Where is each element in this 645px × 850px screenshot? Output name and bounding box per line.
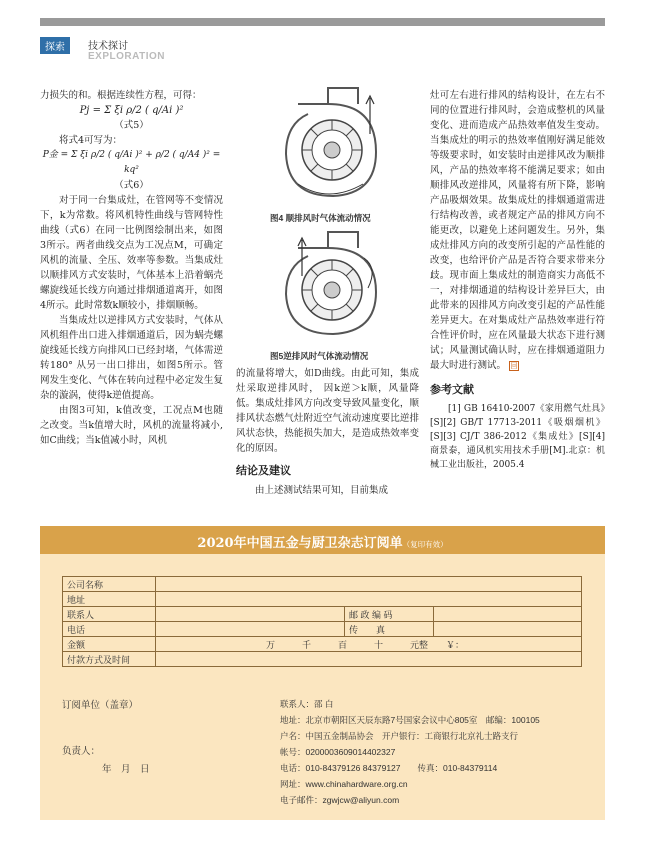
section-name: 技术探讨 — [88, 41, 128, 52]
contact-info — [280, 696, 600, 808]
amount-field[interactable]: 万 千 百 十 元整 ￥： — [156, 637, 582, 652]
paragraph — [430, 88, 605, 373]
figure-4-diagram — [258, 84, 408, 212]
payment-field[interactable] — [156, 652, 582, 667]
paragraph: 由图3可知，k值改变，工况点M也随之改变。当k值增大时，风机的流量将减小,如C曲线；当k值减小时，风机 — [40, 405, 223, 446]
equation-number: （式5） — [114, 120, 149, 131]
paragraph-text: 灶可左右进行排风的结构设计，在左右不同的位置进行排风时，会造成整机的风量变化、进而造成产品热效率值发生变动。当集成灶的明示的热效率值刚好满足能效等级要求时，如安装时由逆排风改为顺排风，产品的热效率将不能满足要求；如由顺排风改逆排风，风量将有所下降，影响产品吸烟效果。故集成灶的排烟通道需进行结构改善，或者规定产品的排风方向不能更改，以避免上述问题发生。另外，集成灶排风方向的改变所引起的产品性能的改变，也给评价产品是否符合要求带来分歧。现市面上集成灶的制造商实力高低不一，对排烟通道的结构设计差异巨大，由此带来的因排风方向改变引起的产品性能差异更大。在对集成灶产品热效率进行符合性评价时，应在风量最大状态下进行测试；风量测试确认时，应在排烟通道阻力最大时进行测试。 — [430, 90, 605, 371]
address-label: 地址 — [63, 592, 156, 607]
figure-5-caption: 图5逆排风时气体流动情况 — [270, 351, 369, 361]
phone-field[interactable] — [156, 622, 345, 637]
section-heading: 结论及建议 — [236, 465, 291, 477]
equation-number: （式6） — [114, 180, 149, 191]
paragraph: 的流量将增大，如D曲线。由此可知，集成灶采取逆排风时， 因k逆＞k顺，风量降低。集成灶排风方向改变导致风量变化，顺排风状态燃气灶附近空气流动速度要比逆排风状态快，热能损失加大，是造成热效率变化的原因。 — [236, 368, 419, 454]
info-line: 户名：中国五金制品协会 开户银行：工商银行北京礼士路支行 — [280, 731, 519, 741]
date-label: 年 月 日 — [102, 764, 150, 775]
subscriber-unit-label: 订阅单位（盖章） — [62, 700, 139, 711]
right-column — [430, 88, 605, 472]
fax-label: 传 真 — [345, 622, 434, 637]
subscription-title-note: （复印有效） — [402, 540, 448, 549]
info-line: 帐号：0200003609014402327 — [280, 747, 396, 757]
references-list — [430, 402, 605, 472]
equation-5: Pj = Σ ξi ρ/2 ( q/Ai )² — [79, 105, 184, 116]
references-heading: 参考文献 — [430, 384, 474, 396]
paragraph: 当集成灶以逆排风方式安装时，气体从风机组件出口进入排烟通道后，因为蜗壳螺旋线延长线方向排风口已经封堵，气体需逆转180° 从另一出口排出，如图5所示。管网发生变化、气体在转向过程中必定发生复杂的漩涡，使得k逆值提高。 — [40, 315, 223, 401]
company-label: 公司名称 — [63, 577, 156, 592]
phone-label: 电话 — [63, 622, 156, 637]
subscription-table — [62, 576, 582, 667]
reference-item: [1] GB 16410-2007《家用燃气灶具》[S][2] GB/T 17713-2011《吸烟烟机》[S][3] CJ/T 386-2012《集成灶》[S][4] 商景泰，通风机实用技术手册[M].北京：机械工业出版社，2005.4 — [430, 404, 605, 470]
section-tag: 探索 — [40, 37, 70, 54]
company-field[interactable] — [156, 577, 582, 592]
info-line: 电子邮件：zgwjcw@aliyun.com — [280, 795, 400, 805]
top-bar — [40, 18, 605, 26]
payment-label: 付款方式及时间 — [63, 652, 156, 667]
figure-4-caption: 图4 顺排风时气体流动情况 — [270, 213, 371, 223]
info-line: 地址：北京市朝阳区天辰东路7号国家会议中心805室 邮编：100105 — [280, 715, 540, 725]
info-line: 联系人：邵 白 — [280, 699, 334, 709]
address-field[interactable] — [156, 592, 582, 607]
equation-6: P金 = Σ ξi ρ/2 ( q/Ai )² + ρ/2 ( q/A4 )² = kq² — [42, 150, 221, 175]
paragraph: 对于同一台集成灶，在管网等不变情况下，k为常数。将风机特性曲线与管网特性曲线（式6）在同一比例图绘制出来，如图3所示。两者曲线交点为工况点M，可确定风机的流量、全压、效率等参数。当集成灶以顺排风方式安装时，气体基本上沿着蜗壳螺旋线延长线方向通过排烟通道离开，如图4所示。此时常数k顺较小，排烟顺畅。 — [40, 195, 223, 311]
middle-column — [236, 366, 419, 498]
paragraph: 由上述测试结果可知，目前集成 — [255, 485, 389, 496]
contact-field[interactable] — [156, 607, 345, 622]
left-column — [40, 88, 223, 448]
figure-5-diagram — [258, 228, 408, 348]
subscription-form — [40, 526, 605, 820]
postcode-field[interactable] — [434, 607, 582, 622]
paragraph: 将式4可写为： — [59, 135, 123, 146]
info-line: 电话：010-84379126 84379127 传真：010-84379114 — [280, 763, 498, 773]
info-line: 网址：www.chinahardware.org.cn — [280, 779, 408, 789]
amount-label: 金额 — [63, 637, 156, 652]
paragraph: 力损失的和。根据连续性方程，可得： — [40, 90, 202, 101]
subscription-title — [40, 532, 605, 551]
responsible-person-label: 负责人： — [62, 746, 101, 757]
contact-label: 联系人 — [63, 607, 156, 622]
end-mark-icon: 回 — [510, 361, 518, 370]
fax-field[interactable] — [434, 622, 582, 637]
subscription-title-text: 2020年中国五金与厨卫杂志订阅单 — [197, 536, 403, 551]
section-name-en: EXPLORATION — [88, 51, 165, 62]
postcode-label: 邮 政 编 码 — [345, 607, 434, 622]
